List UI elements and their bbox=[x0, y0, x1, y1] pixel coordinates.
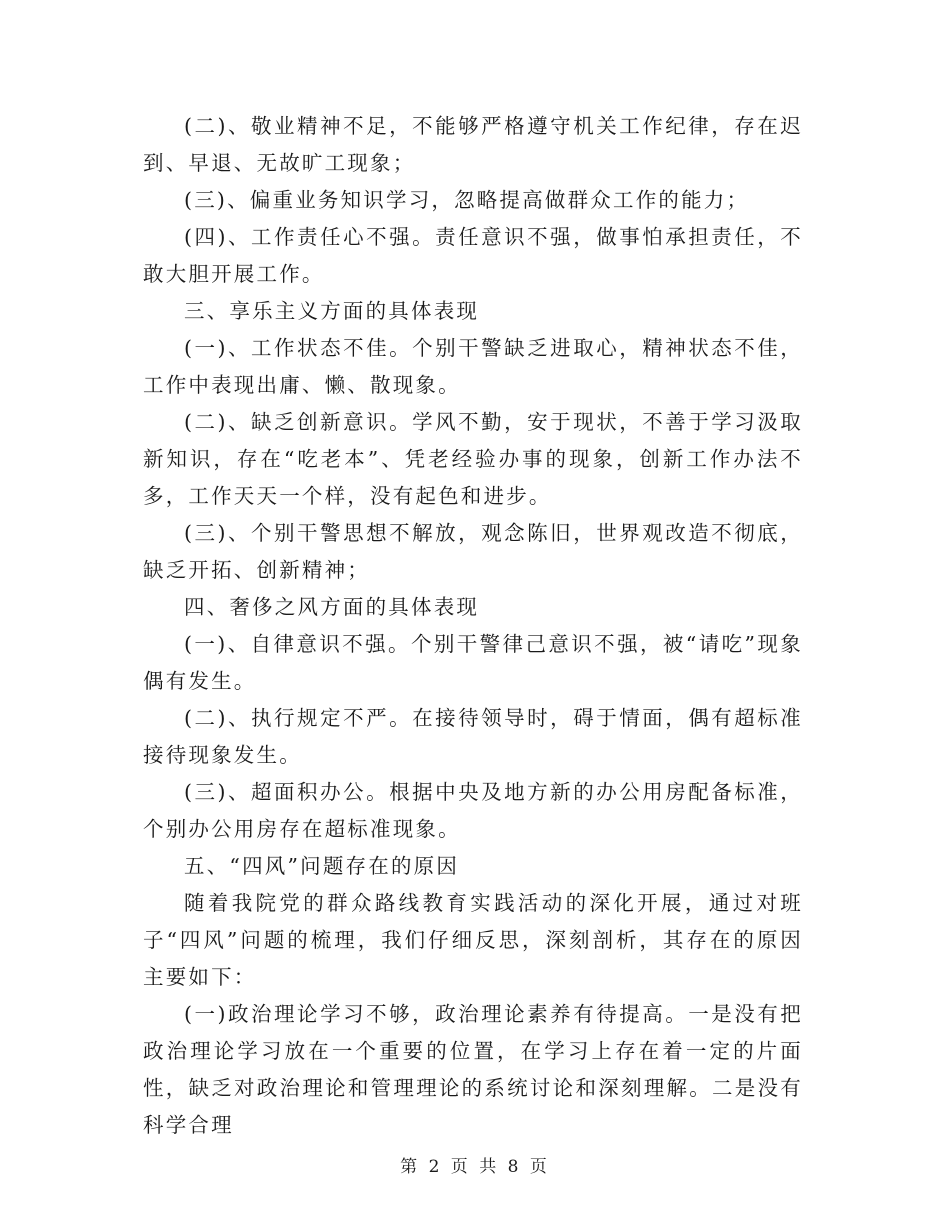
paragraph: (三)、个别干警思想不解放，观念陈旧，世界观改造不彻底，缺乏开拓、创新精神； bbox=[143, 521, 803, 582]
section-heading: 四、奢侈之风方面的具体表现 bbox=[184, 595, 480, 619]
paragraph: (二)、缺乏创新意识。学风不勤，安于现状，不善于学习汲取新知识，存在“吃老本”、凭老经验办事的现象，创新工作办法不多，工作天天一个样，没有起色和进步。 bbox=[143, 410, 803, 508]
paragraph: (三)、偏重业务知识学习，忽略提高做群众工作的能力； bbox=[184, 188, 750, 212]
paragraph: (二)、敬业精神不足，不能够严格遵守机关工作纪律，存在迟到、早退、无故旷工现象； bbox=[143, 114, 803, 175]
paragraph: (一)政治理论学习不够，政治理论素养有待提高。一是没有把政治理论学习放在一个重要的位置，在学习上存在着一定的片面性，缺乏对政治理论和管理理论的系统讨论和深刻理解。二是没有科学合理 bbox=[143, 1002, 803, 1137]
paragraph: (四)、工作责任心不强。责任意识不强，做事怕承担责任，不敢大胆开展工作。 bbox=[143, 225, 803, 286]
paragraph: (一)、工作状态不佳。个别干警缺乏进取心，精神状态不佳，工作中表现出庸、懒、散现象。 bbox=[143, 336, 803, 397]
section-heading: 三、享乐主义方面的具体表现 bbox=[184, 299, 480, 323]
document-body bbox=[143, 108, 803, 1144]
page-number-footer: 第 2 页 共 8 页 bbox=[400, 1157, 550, 1177]
paragraph: (二)、执行规定不严。在接待领导时，碍于情面，偶有超标准接待现象发生。 bbox=[143, 706, 803, 767]
section-heading: 五、“四风”问题存在的原因 bbox=[184, 854, 460, 878]
paragraph: (一)、自律意识不强。个别干警律己意识不强，被“请吃”现象偶有发生。 bbox=[143, 632, 803, 693]
paragraph: 随着我院党的群众路线教育实践活动的深化开展，通过对班子“四风”问题的梳理，我们仔细反思，深刻剖析，其存在的原因主要如下： bbox=[143, 891, 803, 989]
paragraph: (三)、超面积办公。根据中央及地方新的办公用房配备标准，个别办公用房存在超标准现象。 bbox=[143, 780, 803, 841]
